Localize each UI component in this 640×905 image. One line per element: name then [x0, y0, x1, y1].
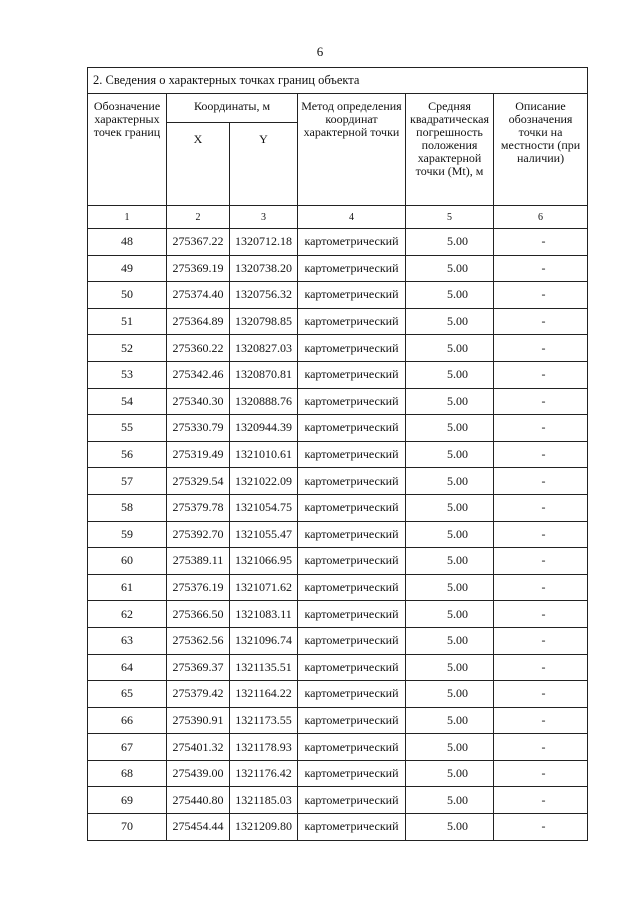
- header-designation: Обозначение характерных точек границ: [88, 94, 167, 206]
- coord-x: 275342.46: [167, 361, 230, 388]
- method: картометрический: [298, 335, 406, 362]
- point-number: 65: [88, 681, 167, 708]
- column-number: 2: [167, 206, 230, 229]
- mt-value: 5.00: [406, 707, 494, 734]
- section-title: 2. Сведения о характерных точках границ объекта: [88, 68, 588, 94]
- table-row: [88, 654, 588, 681]
- mt-value: 5.00: [406, 681, 494, 708]
- point-number: 67: [88, 734, 167, 761]
- description: -: [494, 814, 588, 841]
- method: картометрический: [298, 601, 406, 628]
- description: -: [494, 229, 588, 256]
- point-number: 60: [88, 548, 167, 575]
- page-number: 6: [316, 44, 324, 59]
- mt-value: 5.00: [406, 361, 494, 388]
- mt-value: 5.00: [406, 627, 494, 654]
- mt-value: 5.00: [406, 760, 494, 787]
- coord-x: 275369.37: [167, 654, 230, 681]
- description: -: [494, 415, 588, 442]
- coord-y: 1321164.22: [230, 681, 298, 708]
- table-row: [88, 627, 588, 654]
- header-x: X: [167, 123, 230, 206]
- point-number: 57: [88, 468, 167, 495]
- description: -: [494, 521, 588, 548]
- mt-value: 5.00: [406, 601, 494, 628]
- table-row: [88, 361, 588, 388]
- coord-y: 1321066.95: [230, 548, 298, 575]
- column-number: 6: [494, 206, 588, 229]
- coord-y: 1320712.18: [230, 229, 298, 256]
- table-row: [88, 335, 588, 362]
- table-row: [88, 468, 588, 495]
- coord-x: 275392.70: [167, 521, 230, 548]
- coord-x: 275390.91: [167, 707, 230, 734]
- mt-value: 5.00: [406, 654, 494, 681]
- description: -: [494, 468, 588, 495]
- coord-y: 1321178.93: [230, 734, 298, 761]
- table-row: [88, 494, 588, 521]
- description: -: [494, 574, 588, 601]
- coord-x: 275374.40: [167, 282, 230, 309]
- mt-value: 5.00: [406, 388, 494, 415]
- coord-x: 275340.30: [167, 388, 230, 415]
- coord-y: 1320798.85: [230, 308, 298, 335]
- coord-y: 1321096.74: [230, 627, 298, 654]
- point-number: 53: [88, 361, 167, 388]
- column-number: 4: [298, 206, 406, 229]
- coord-y: 1321071.62: [230, 574, 298, 601]
- method: картометрический: [298, 308, 406, 335]
- coord-y: 1321010.61: [230, 441, 298, 468]
- method: картометрический: [298, 441, 406, 468]
- table-row: [88, 787, 588, 814]
- description: -: [494, 681, 588, 708]
- mt-value: 5.00: [406, 255, 494, 282]
- method: картометрический: [298, 361, 406, 388]
- table-row: [88, 255, 588, 282]
- table-row: [88, 229, 588, 256]
- coord-x: 275329.54: [167, 468, 230, 495]
- description: -: [494, 734, 588, 761]
- coord-y: 1321083.11: [230, 601, 298, 628]
- coord-x: 275379.42: [167, 681, 230, 708]
- table-row: [88, 388, 588, 415]
- column-number: 1: [88, 206, 167, 229]
- coord-y: 1321176.42: [230, 760, 298, 787]
- coord-x: 275364.89: [167, 308, 230, 335]
- coord-x: 275440.80: [167, 787, 230, 814]
- coord-y: 1320756.32: [230, 282, 298, 309]
- mt-value: 5.00: [406, 335, 494, 362]
- point-number: 69: [88, 787, 167, 814]
- column-number: 3: [230, 206, 298, 229]
- method: картометрический: [298, 814, 406, 841]
- mt-value: 5.00: [406, 814, 494, 841]
- table-row: [88, 441, 588, 468]
- point-number: 50: [88, 282, 167, 309]
- coord-y: 1320944.39: [230, 415, 298, 442]
- description: -: [494, 308, 588, 335]
- mt-value: 5.00: [406, 574, 494, 601]
- table-row: [88, 415, 588, 442]
- description: -: [494, 601, 588, 628]
- description: -: [494, 282, 588, 309]
- description: -: [494, 654, 588, 681]
- point-number: 51: [88, 308, 167, 335]
- point-number: 56: [88, 441, 167, 468]
- point-number: 61: [88, 574, 167, 601]
- method: картометрический: [298, 760, 406, 787]
- coord-x: 275362.56: [167, 627, 230, 654]
- method: картометрический: [298, 229, 406, 256]
- coord-x: 275360.22: [167, 335, 230, 362]
- method: картометрический: [298, 787, 406, 814]
- description: -: [494, 361, 588, 388]
- method: картометрический: [298, 574, 406, 601]
- header-row: [88, 94, 588, 123]
- method: картометрический: [298, 521, 406, 548]
- method: картометрический: [298, 468, 406, 495]
- point-number: 54: [88, 388, 167, 415]
- mt-value: 5.00: [406, 521, 494, 548]
- section-title-row: [88, 68, 588, 94]
- point-number: 55: [88, 415, 167, 442]
- coord-x: 275330.79: [167, 415, 230, 442]
- coord-x: 275439.00: [167, 760, 230, 787]
- point-number: 64: [88, 654, 167, 681]
- method: картометрический: [298, 627, 406, 654]
- column-number: 5: [406, 206, 494, 229]
- mt-value: 5.00: [406, 308, 494, 335]
- coord-y: 1321054.75: [230, 494, 298, 521]
- method: картометрический: [298, 681, 406, 708]
- method: картометрический: [298, 548, 406, 575]
- method: картометрический: [298, 415, 406, 442]
- table-row: [88, 734, 588, 761]
- method: картометрический: [298, 282, 406, 309]
- description: -: [494, 760, 588, 787]
- mt-value: 5.00: [406, 494, 494, 521]
- coord-y: 1321022.09: [230, 468, 298, 495]
- point-number: 63: [88, 627, 167, 654]
- point-number: 70: [88, 814, 167, 841]
- header-method: Метод определения координат характерной точки: [298, 94, 406, 206]
- point-number: 49: [88, 255, 167, 282]
- method: картометрический: [298, 494, 406, 521]
- coord-y: 1320738.20: [230, 255, 298, 282]
- coord-x: 275366.50: [167, 601, 230, 628]
- header-mt: Средняя квадратическая погрешность положения характерной точки (Mt), м: [406, 94, 494, 206]
- mt-value: 5.00: [406, 229, 494, 256]
- table-row: [88, 814, 588, 841]
- method: картометрический: [298, 255, 406, 282]
- method: картометрический: [298, 734, 406, 761]
- table-row: [88, 760, 588, 787]
- method: картометрический: [298, 654, 406, 681]
- description: -: [494, 787, 588, 814]
- coord-y: 1321055.47: [230, 521, 298, 548]
- header-coordinates: Координаты, м: [167, 94, 298, 123]
- coord-y: 1321173.55: [230, 707, 298, 734]
- description: -: [494, 255, 588, 282]
- header-description: Описание обозначения точки на местности (при наличии): [494, 94, 588, 206]
- mt-value: 5.00: [406, 734, 494, 761]
- mt-value: 5.00: [406, 548, 494, 575]
- method: картометрический: [298, 388, 406, 415]
- table-row: [88, 282, 588, 309]
- description: -: [494, 548, 588, 575]
- table-row: [88, 308, 588, 335]
- coord-y: 1320888.76: [230, 388, 298, 415]
- coord-y: 1321209.80: [230, 814, 298, 841]
- coord-x: 275389.11: [167, 548, 230, 575]
- mt-value: 5.00: [406, 441, 494, 468]
- table-row: [88, 521, 588, 548]
- table-row: [88, 601, 588, 628]
- coord-x: 275369.19: [167, 255, 230, 282]
- coord-x: 275401.32: [167, 734, 230, 761]
- coord-y: 1321185.03: [230, 787, 298, 814]
- coord-x: 275367.22: [167, 229, 230, 256]
- point-number: 59: [88, 521, 167, 548]
- description: -: [494, 494, 588, 521]
- coord-y: 1320827.03: [230, 335, 298, 362]
- description: -: [494, 335, 588, 362]
- point-number: 66: [88, 707, 167, 734]
- table-row: [88, 548, 588, 575]
- mt-value: 5.00: [406, 282, 494, 309]
- table-row: [88, 707, 588, 734]
- coord-y: 1320870.81: [230, 361, 298, 388]
- mt-value: 5.00: [406, 468, 494, 495]
- coord-x: 275319.49: [167, 441, 230, 468]
- coord-x: 275376.19: [167, 574, 230, 601]
- coord-y: 1321135.51: [230, 654, 298, 681]
- point-number: 48: [88, 229, 167, 256]
- description: -: [494, 627, 588, 654]
- point-number: 58: [88, 494, 167, 521]
- description: -: [494, 441, 588, 468]
- method: картометрический: [298, 707, 406, 734]
- mt-value: 5.00: [406, 415, 494, 442]
- coord-x: 275379.78: [167, 494, 230, 521]
- point-number: 68: [88, 760, 167, 787]
- table-row: [88, 574, 588, 601]
- table-row: [88, 681, 588, 708]
- column-numbers-row: [88, 206, 588, 229]
- coord-x: 275454.44: [167, 814, 230, 841]
- mt-value: 5.00: [406, 787, 494, 814]
- point-number: 62: [88, 601, 167, 628]
- description: -: [494, 707, 588, 734]
- header-y: Y: [230, 123, 298, 206]
- boundary-points-table: [87, 67, 588, 841]
- description: -: [494, 388, 588, 415]
- point-number: 52: [88, 335, 167, 362]
